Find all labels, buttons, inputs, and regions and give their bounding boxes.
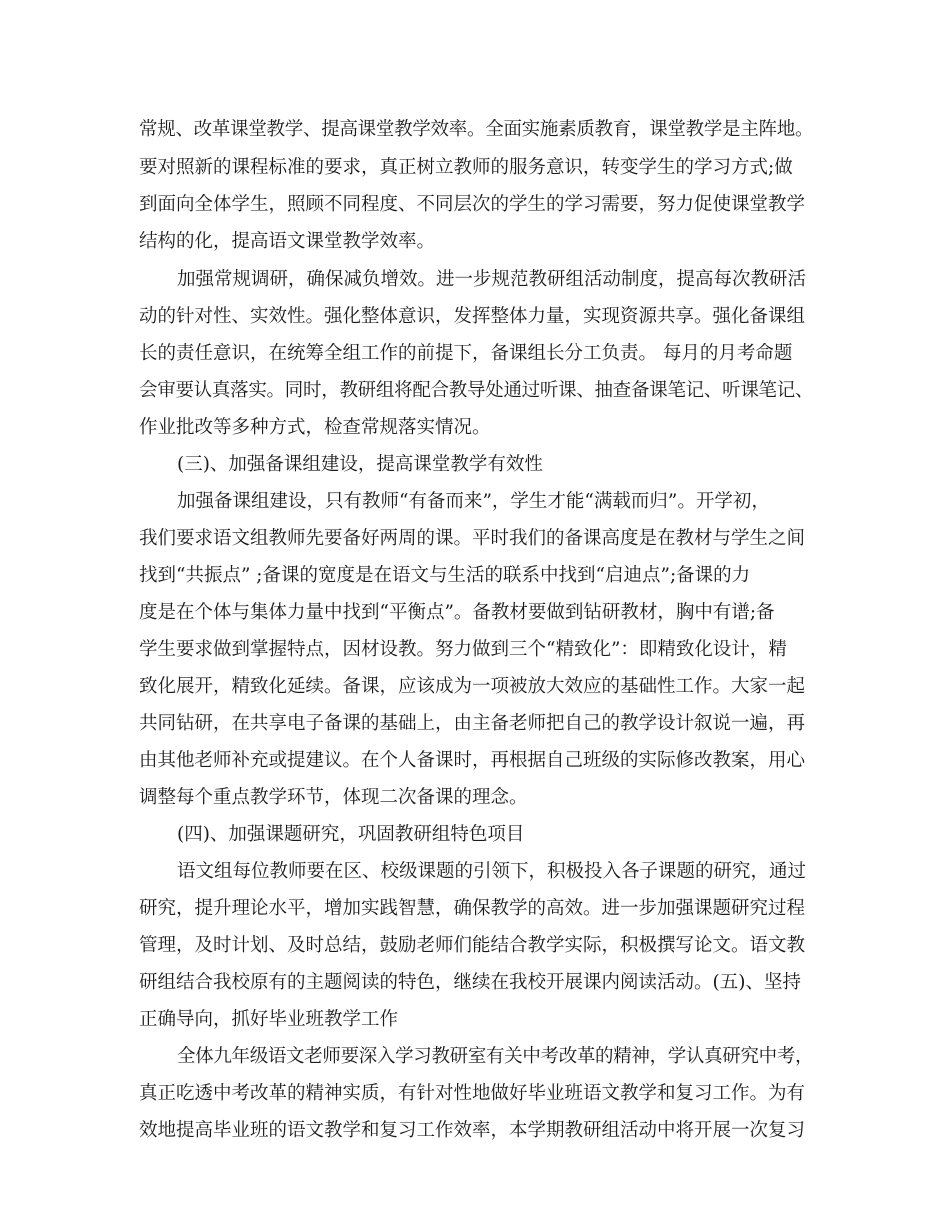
text-line: 研究，提升理论水平，增加实践智慧，确保教学的高效。进一步加强课题研究过程 [139,898,806,919]
text-line: 致化展开，精致化延续。备课，应该成为一项被放大效应的基础性工作。大家一起 [139,676,806,697]
section-heading: (四)、加强课题研究，巩固教研组特色项目 [177,824,525,845]
text-line: 由其他老师补充或提建议。在个人备课时，再根据自己班级的实际修改教案，用心 [139,750,806,771]
text-line: 度是在个体与集体力量中找到“平衡点”。备教材要做到钻研教材，胸中有谱;备 [139,602,775,623]
text-line: 真正吃透中考改革的精神实质，有针对性地做好毕业班语文教学和复习工作。为有 [139,1083,806,1104]
text-line: 长的责任意识，在统筹全组工作的前提下，备课组长分工负责。 每月的月考命题 [139,343,793,364]
paragraph-start-line: 全体九年级语文老师要深入学习教研室有关中考改革的精神，学认真研究中考， [177,1046,814,1067]
text-line: 正确导向，抓好毕业班教学工作 [139,1009,399,1030]
text-line: 要对照新的课程标准的要求，真正树立教师的服务意识，转变学生的学习方式;做 [139,157,793,178]
text-line: 学生要求做到掌握特点，因材设教。努力做到三个“精致化”：即精致化设计，精 [139,639,787,660]
text-line: 常规、改革课堂教学、提高课堂教学效率。全面实施素质教育，课堂教学是主阵地。 [139,119,814,140]
text-line: 调整每个重点教学环节，体现二次备课的理念。 [139,787,528,808]
text-line: 会审要认真落实。同时，教研组将配合教导处通过听课、抽查备课笔记、听课笔记、 [139,380,814,401]
text-line: 研组结合我校原有的主题阅读的特色，继续在我校开展课内阅读活动。(五)、坚持 [139,972,801,993]
text-line: 结构的化，提高语文课堂教学效率。 [139,231,436,252]
paragraph-start-line: 加强常规调研，确保减负增效。进一步规范教研组活动制度，提高每次教研活 [177,269,807,290]
text-line: 作业批改等多种方式，检查常规落实情况。 [139,417,491,438]
text-line: 动的针对性、实效性。强化整体意识，发挥整体力量，实现资源共享。强化备课组 [139,306,806,327]
section-heading: (三)、加强备课组建设，提高课堂教学有效性 [177,454,543,475]
paragraph-start-line: 语文组每位教师要在区、校级课题的引领下，积极投入各子课题的研究，通过 [177,861,807,882]
text-line: 我们要求语文组教师先要备好两周的课。平时我们的备课高度是在教材与学生之间 [139,528,806,549]
text-line: 效地提高毕业班的语文教学和复习工作效率，本学期教研组活动中将开展一次复习 [139,1120,806,1141]
text-line: 管理，及时计划、及时总结，鼓励老师们能结合教学实际，积极撰写论文。语文教 [139,935,806,956]
text-line: 共同钻研，在共享电子备课的基础上，由主备老师把自己的教学设计叙说一遍，再 [139,713,806,734]
paragraph-start-line: 加强备课组建设，只有教师“有备而来”，学生才能“满载而归”。开学初， [177,491,770,512]
text-line: 找到“共振点” ;备课的宽度是在语文与生活的联系中找到“启迪点”;备课的力 [139,565,751,586]
text-line: 到面向全体学生，照顾不同程度、不同层次的学生的学习需要，努力促使课堂教学 [139,194,806,215]
